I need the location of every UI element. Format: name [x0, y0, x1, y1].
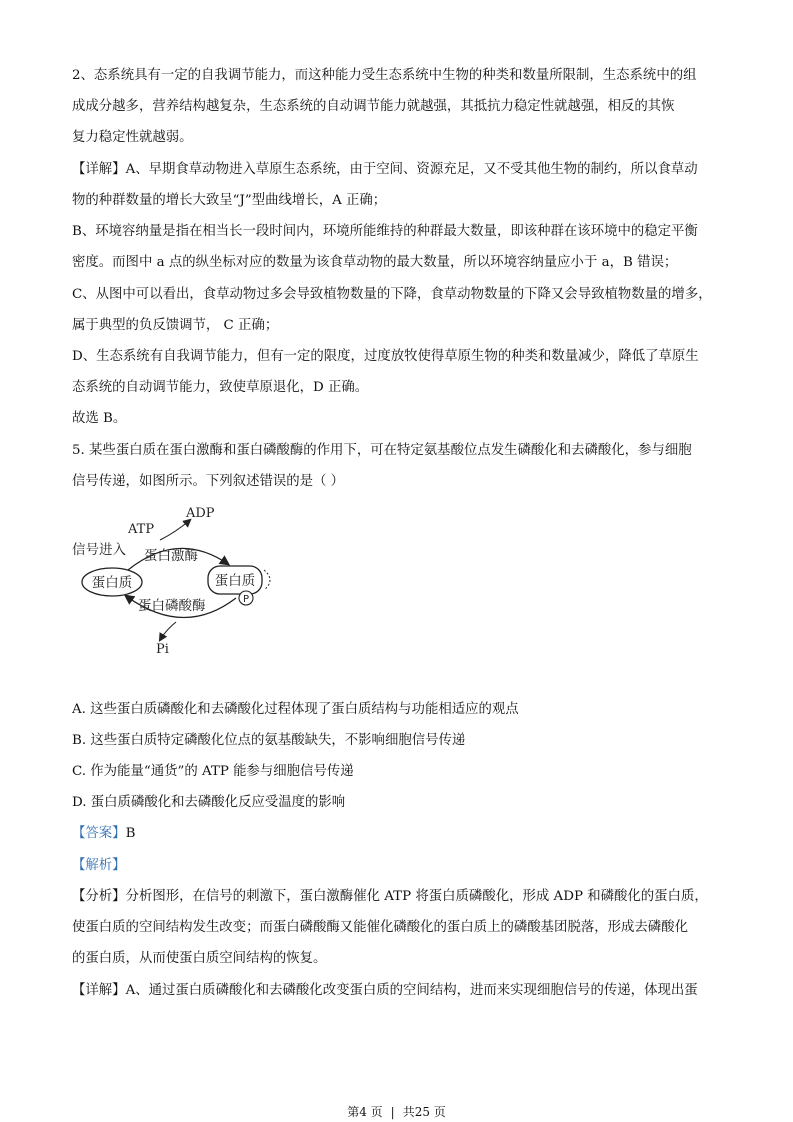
q4-detail-a2: 物的种群数量的增长大致呈“J”型曲线增长，A 正确；	[72, 193, 387, 208]
detail-text: A、早期食草动物进入草原生态系统，由于空间、资源充足，又不受其他生物的制约，所以食草动	[125, 162, 698, 177]
protein-left-label: 蛋白质	[91, 575, 133, 591]
answer-value: B	[125, 826, 136, 841]
pi-arrow	[160, 622, 176, 640]
q4-detail-d1: D、生态系统有自我调节能力，但有一定的限度，过度放牧使得草原生物的种类和数量减少，降低了草原生	[72, 349, 699, 364]
pi-label: Pi	[156, 642, 169, 657]
analysis-line-2: 使蛋白质的空间结构发生改变；而蛋白磷酸酶又能催化磷酸化的蛋白质上的磷酸基团脱落，形成去磷酸化	[72, 920, 688, 935]
q5-detail-text: A、通过蛋白质磷酸化和去磷酸化改变蛋白质的空间结构，进而来实现细胞信号的传递，体现出蛋	[125, 983, 698, 998]
phosphorylation-diagram	[68, 500, 298, 664]
kinase-label: 蛋白激酶	[144, 548, 198, 564]
q4-detail-a1	[72, 160, 698, 180]
phosphate-label: P	[242, 594, 250, 605]
signal-label: 信号进入	[72, 542, 126, 558]
option-d: D. 蛋白质磷酸化和去磷酸化反应受温度的影响	[72, 795, 346, 810]
analysis-text-1: 分析图形，在信号的刺激下，蛋白激酶催化 ATP 将蛋白质磷酸化，形成 ADP 和磷酸化的蛋白质，	[125, 889, 708, 904]
q4-detail-c2: 属于典型的负反馈调节， C 正确；	[72, 318, 279, 333]
answer-label: 【答案】	[72, 826, 126, 841]
option-b: B. 这些蛋白质特定磷酸化位点的氨基酸缺失，不影响细胞信号传递	[72, 733, 466, 748]
q5-detail-label: 【详解】	[72, 983, 126, 998]
analysis-heading: 【解析】	[72, 858, 126, 873]
option-c: C. 作为能量“通货”的 ATP 能参与细胞信号传递	[72, 764, 354, 779]
option-a: A. 这些蛋白质磷酸化和去磷酸化过程体现了蛋白质结构与功能相适应的观点	[72, 702, 519, 717]
adp-label: ADP	[186, 506, 215, 521]
line-intro-3: 复力稳定性就越弱。	[72, 130, 193, 145]
page-number: 第4 页	[347, 1105, 383, 1119]
line-intro-1: 2、态系统具有一定的自我调节能力，而这种能力受生态系统中生物的种类和数量所限制，生态系统中的组	[72, 68, 697, 83]
q4-detail-b2: 密度。而图中 a 点的纵坐标对应的数量为该食草动物的最大数量，所以环境容纳量应小于 a，B 错误；	[72, 255, 678, 270]
analysis-line-3: 的蛋白质，从而使蛋白质空间结构的恢复。	[72, 951, 327, 966]
line-intro-2: 成成分越多，营养结构越复杂，生态系统的自动调节能力就越强，其抵抗力稳定性就越强，相反的其恢	[72, 99, 675, 114]
atp-label: ATP	[128, 522, 155, 537]
protein-right-label: 蛋白质	[214, 573, 256, 589]
q4-detail-c1: C、从图中可以看出，食草动物过多会导致植物数量的下降，食草动物数量的下降又会导致植物数量的增多，	[72, 287, 712, 302]
q4-detail-d2: 态系统的自动调节能力，致使草原退化，D 正确。	[72, 380, 369, 395]
detail-label: 【详解】	[72, 162, 126, 177]
q5-stem-1: 5. 某些蛋白质在蛋白激酶和蛋白磷酸酶的作用下，可在特定氨基酸位点发生磷酸化和去磷酸化，参与细胞	[72, 443, 692, 458]
adp-arrow	[160, 520, 190, 540]
q4-detail-b1: B、环境容纳量是指在相当长一段时间内，环境所能维持的种群最大数量，即该种群在该环境中的稳定平衡	[72, 224, 698, 239]
answer-line	[72, 824, 135, 844]
page-footer	[0, 1103, 793, 1120]
q5-detail-line-1	[72, 981, 698, 1001]
analysis-line-1	[72, 887, 708, 907]
footer-separator: |	[390, 1105, 395, 1119]
conformation-change-mark	[264, 570, 270, 590]
analysis-label: 【分析】	[72, 889, 126, 904]
phosphatase-label: 蛋白磷酸酶	[138, 598, 206, 614]
q4-detail-choose: 故选 B。	[72, 411, 127, 426]
q5-stem-2: 信号传递，如图所示。下列叙述错误的是（ ）	[72, 474, 345, 489]
page-total: 共25 页	[402, 1105, 446, 1119]
